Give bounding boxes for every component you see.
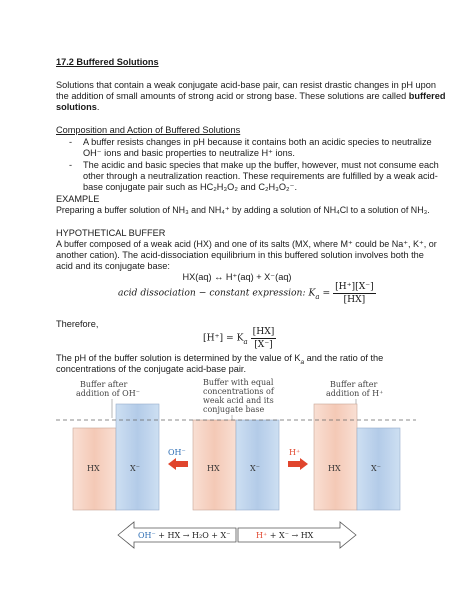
right-reaction-equation: H⁺ + X⁻ → HX xyxy=(256,531,314,540)
right-caption-2: addition of H⁺ xyxy=(326,389,384,398)
ph-line-1: The pH of the buffer solution is determined by the value of $K_a$ and the ratio of the xyxy=(56,353,384,366)
bullet-2-line-1: The acidic and basic species that make up the buffer, however, must not consume each xyxy=(83,160,439,170)
left-reaction-equation: OH⁻ + HX → H₂O + X⁻ xyxy=(138,531,231,540)
bullet-2-line-2: other through a neutralization reaction. These requirements are fulfilled by a weak acid- xyxy=(83,171,438,181)
h-arrow-right-icon xyxy=(288,458,308,470)
mid-x-label: X⁻ xyxy=(250,464,260,473)
equilibrium-equation: HX(aq) ↔ H⁺(aq) + X⁻(aq) xyxy=(182,272,292,282)
hypothetical-line-1: A buffer composed of a weak acid (HX) and one of its salts (MX, where M⁺ could be Na⁺, K⁺, or xyxy=(56,239,437,249)
example-text: Preparing a buffer solution of NH₃ and NH₄⁺ by adding a solution of NH₄Cl to a solution of NH₃. xyxy=(56,205,430,215)
bullet-2-line-3: base conjugate pair such as HC₂H₃O₂ and C₂H₃O₂⁻. xyxy=(83,182,298,192)
ka-expression: acid dissociation − constant expression: $K_a$ = $\frac{[H^+][X^-]}{[HX]}$ xyxy=(118,281,374,305)
intro-line-1: Solutions that contain a weak conjugate acid-base pair, can resist drastic changes in pH upon xyxy=(56,80,436,90)
left-hx-label: HX xyxy=(87,464,100,473)
composition-heading: Composition and Action of Buffered Solutions xyxy=(56,125,241,135)
intro-line-2: the addition of small amounts of strong acid or strong base. These solutions are called buffered xyxy=(56,91,446,101)
right-x-label: X⁻ xyxy=(371,464,381,473)
section-heading: 17.2 Buffered Solutions xyxy=(56,57,159,67)
left-x-label: X⁻ xyxy=(130,464,140,473)
ph-line-2: concentrations of the conjugate acid-base pair. xyxy=(56,364,246,374)
h-arrow-label: H⁺ xyxy=(289,448,301,457)
h-expression: $[H^+] = K_a$ $\frac{[HX]}{[X^-]}$ xyxy=(203,326,275,350)
mid-caption-4: conjugate base xyxy=(203,405,265,414)
mid-caption-2: concentrations of xyxy=(203,387,274,396)
bullet-1-line-1: A buffer resists changes in pH because it contains both an acidic species to neutralize xyxy=(83,137,432,147)
intro-line-3: solutions. xyxy=(56,102,100,112)
oh-arrow-left-icon xyxy=(168,458,188,470)
bullet-dash-2: - xyxy=(69,160,73,170)
oh-arrow-label: OH⁻ xyxy=(168,448,186,457)
therefore-text: Therefore, xyxy=(56,319,99,329)
left-caption-2: addition of OH⁻ xyxy=(76,389,140,398)
mid-hx-label: HX xyxy=(207,464,220,473)
hypothetical-line-2: another cation). The acid-dissociation equilibrium in this buffered solution involves both the xyxy=(56,250,424,260)
bullet-1-line-2: OH⁻ ions and basic properties to neutralize H⁺ ions. xyxy=(83,148,295,158)
left-caption-1: Buffer after xyxy=(80,380,128,389)
right-caption-1: Buffer after xyxy=(330,380,378,389)
hypothetical-label: HYPOTHETICAL BUFFER xyxy=(56,228,166,238)
right-hx-label: HX xyxy=(328,464,341,473)
bullet-dash-1: - xyxy=(69,137,73,147)
example-label: EXAMPLE xyxy=(56,194,100,204)
mid-caption-1: Buffer with equal xyxy=(203,378,274,387)
mid-caption-3: weak acid and its xyxy=(203,396,274,405)
hypothetical-line-3: acid and its conjugate base: xyxy=(56,261,170,271)
